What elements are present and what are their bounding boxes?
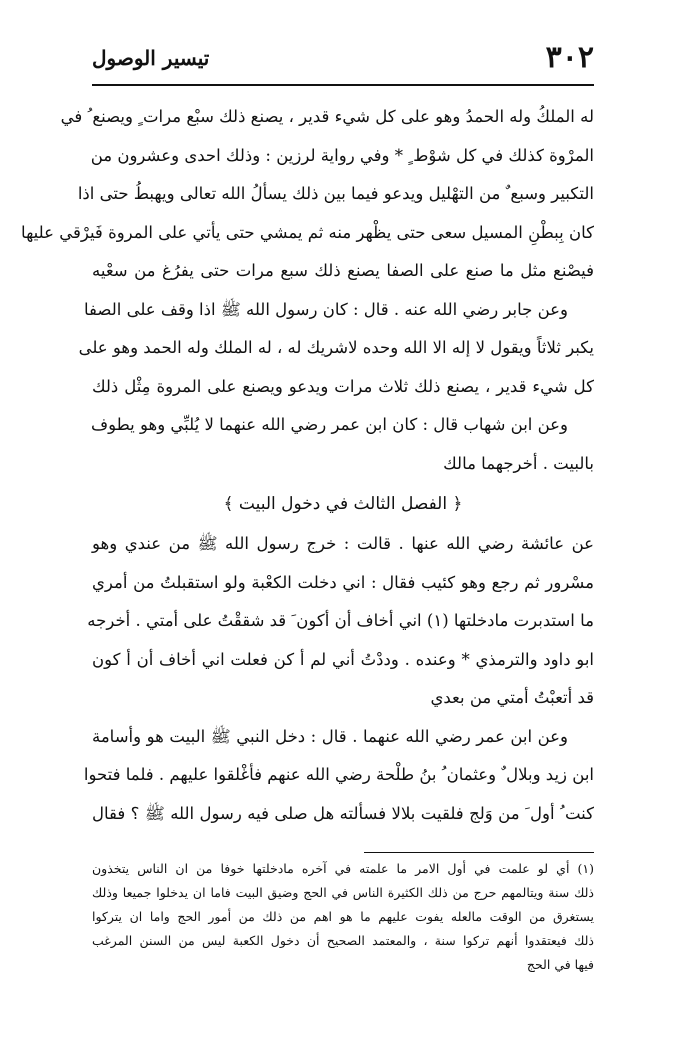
running-title: تيسير الوصول [92, 46, 210, 70]
text-line: كان بِبطْنِ المسيل سعى حتى يظْهر منه ثم يمشي حتى يأتي على المروة فَيرْقي عليها [21, 222, 594, 242]
header-rule [92, 84, 594, 86]
text-line: التكبير وسبع ٌ من التهْليل ويدعو فيما بين ذلك يسألُ الله تعالى ويهبطُ حتى اذا [77, 184, 594, 203]
footnote-line: (١) أي لو علمت في أول الامر ما علمته في آخره مادخلتها خوفا من ان الناس يتخذون [92, 861, 594, 876]
text-line: له الملكُ وله الحمدُ وهو على كل شيء قدير ، يصنع ذلك سبْع مرات ٍ ويصنع ُ في [60, 107, 594, 126]
text-line: كنت ُ أول َ من وَلج فلقيت بلالا فسألته هل صلى فيه رسول الله ﷺ ؟ فقال [92, 803, 594, 823]
text-line: بالبيت . أخرجهما مالك [443, 453, 594, 473]
body-text [21, 98, 594, 833]
text-line: ابن زيد وبلال ٌ وعثمان ُ بنُ طلْحة رضي الله عنهم فأغْلقوا عليهم . فلما فتحوا [83, 765, 594, 784]
text-line: وعن ابن شهاب قال : كان ابن عمر رضي الله عنهما لا يُلبِّي وهو يطوف [90, 415, 568, 434]
text-line: ابو داود والترمذي * وعنده . وددْتُ أني لم أ كن فعلت اني أخاف أن أ كون [92, 649, 594, 669]
text-line: ما استدبرت مادخلتها (١) اني أخاف أن أكون َ قد شققْتُ على أمتي . أخرجه [87, 611, 594, 630]
section-heading: ﴿ الفصل الثالث في دخول البيت ﴾ [223, 494, 463, 514]
footnote-line: يستغرق من الوقت مالعله يفوت عليهم ما هو اهم من ذلك من أمور الحج واما ان يتركوا [92, 909, 594, 924]
page-header [92, 38, 594, 78]
footnotes [92, 852, 594, 977]
footnote-line: ذلك سنة ويتالمهم حرج من ذلك الكثيرة الناس في الحج وضيق البيت فاما ان يدخلوا جميعا وذلك [92, 885, 594, 900]
text-line: وعن جابر رضي الله عنه . قال : كان رسول الله ﷺ اذا وقف على الصفا [84, 299, 568, 319]
footnote-rule [364, 852, 594, 853]
text-line: كل شيء قدير ، يصنع ذلك ثلاث مرات ويدعو ويصنع على المروة مِثْل ذلك [92, 376, 594, 396]
text-line: المرْوة كذلك في كل شوْط ٍ * وفي رواية لرزين : وذلك احدى وعشرون من [90, 145, 594, 165]
page-number: ٣٠٢ [545, 40, 594, 75]
footnote-line: فيها في الحج [526, 957, 594, 972]
text-line: مسْرور ثم رجع وهو كئيب فقال : اني دخلت الكعْبة ولو استقبلتُ من أمري [92, 572, 594, 592]
text-line: يكبر ثلاثاً ويقول لا إله الا الله وحده لاشريك له ، له الملك وله الحمد وهو على [78, 338, 594, 357]
text-line: وعن ابن عمر رضي الله عنهما . قال : دخل النبي ﷺ البيت هو وأسامة [92, 726, 568, 746]
text-line: فيصْنع مثل ما صنع على الصفا يصنع ذلك سبع مرات حتى يفرُغ من سعْيه [92, 261, 594, 280]
footnote-line: ذلك فيعتقدوا أنهم تركوا سنة ، والمعتمد الصحيح أن دخول الكعبة ليس من السنن المرغب [92, 933, 594, 948]
text-line: قد أتعبْتُ أمتي من بعدي [430, 688, 594, 707]
text-line: عن عائشة رضي الله عنها . قالت : خرج رسول الله ﷺ من عندي وهو [92, 534, 594, 553]
